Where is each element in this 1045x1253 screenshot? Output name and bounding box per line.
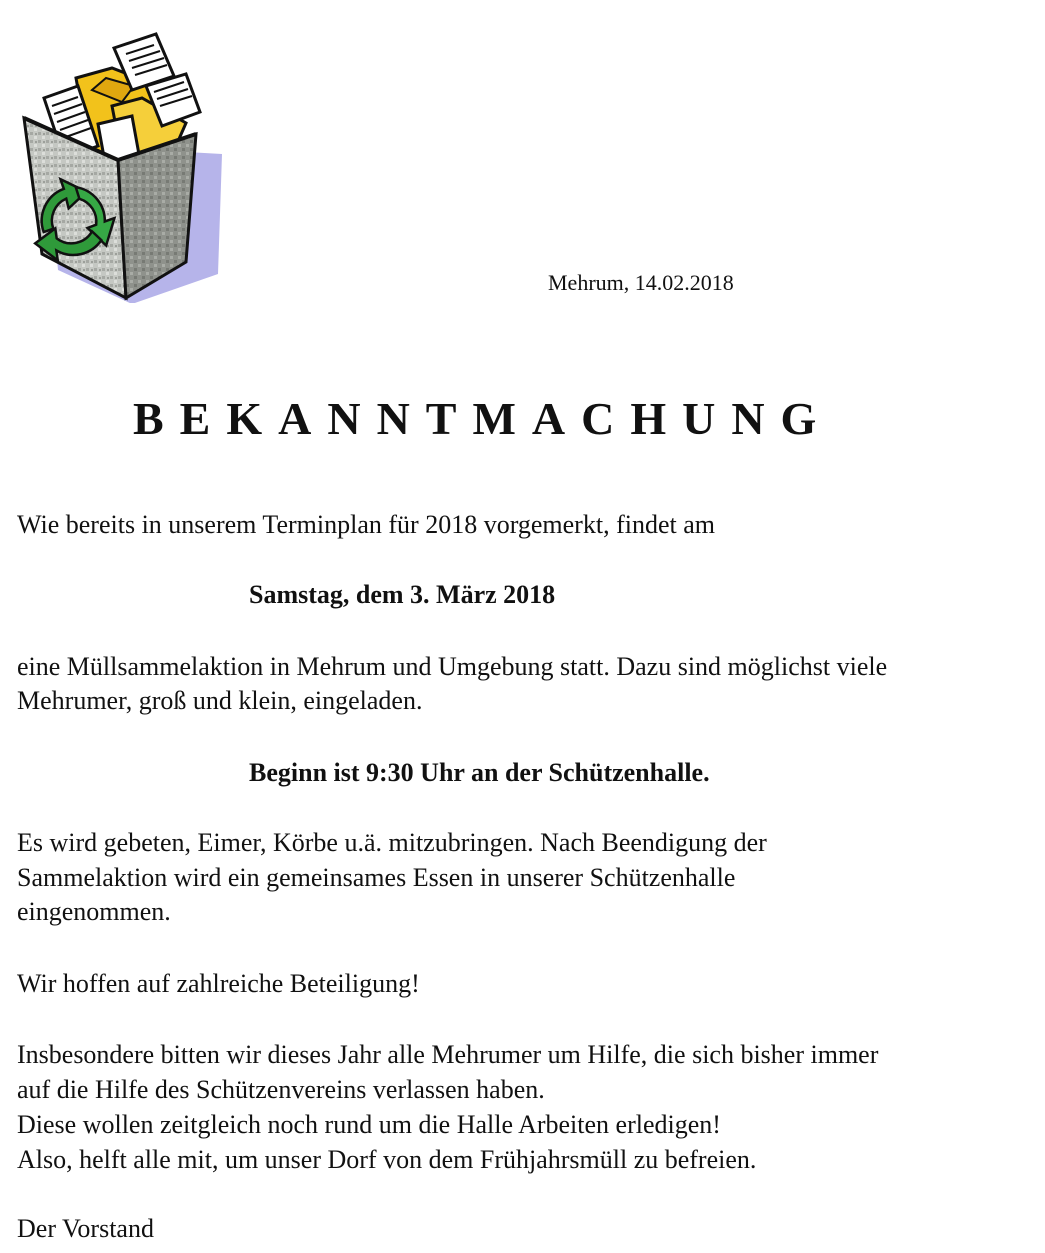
appeal-line-1: Insbesondere bitten wir dieses Jahr alle Mehrumer um Hilfe, die sich bisher immer: [17, 1040, 879, 1069]
description-line-1: eine Müllsammelaktion in Mehrum und Umgebung statt. Dazu sind möglichst viele: [17, 652, 888, 681]
appeal-line-4: Also, helft alle mit, um unser Dorf von dem Frühjahrsmüll zu befreien.: [17, 1145, 757, 1174]
event-date: Samstag, dem 3. März 2018: [249, 580, 556, 609]
appeal-line-2: auf die Hilfe des Schützenvereins verlassen haben.: [17, 1075, 545, 1104]
hope-text: Wir hoffen auf zahlreiche Beteiligung!: [17, 969, 420, 998]
date-line: Mehrum, 14.02.2018: [548, 270, 734, 295]
page-title: BEKANNTMACHUNG: [133, 393, 833, 444]
signature: Der Vorstand: [17, 1214, 154, 1243]
description-line-2: Mehrumer, groß und klein, eingeladen.: [17, 686, 423, 715]
request-line-3: eingenommen.: [17, 897, 171, 926]
start-info: Beginn ist 9:30 Uhr an der Schützenhalle.: [249, 758, 710, 787]
appeal-line-3: Diese wollen zeitgleich noch rund um die Halle Arbeiten erledigen!: [17, 1110, 721, 1139]
request-line-1: Es wird gebeten, Eimer, Körbe u.ä. mitzubringen. Nach Beendigung der: [17, 828, 767, 857]
request-line-2: Sammelaktion wird ein gemeinsames Essen in unserer Schützenhalle: [17, 863, 736, 892]
recycle-bin-icon: [14, 28, 224, 303]
intro-text: Wie bereits in unserem Terminplan für 2018 vorgemerkt, findet am: [17, 510, 715, 539]
